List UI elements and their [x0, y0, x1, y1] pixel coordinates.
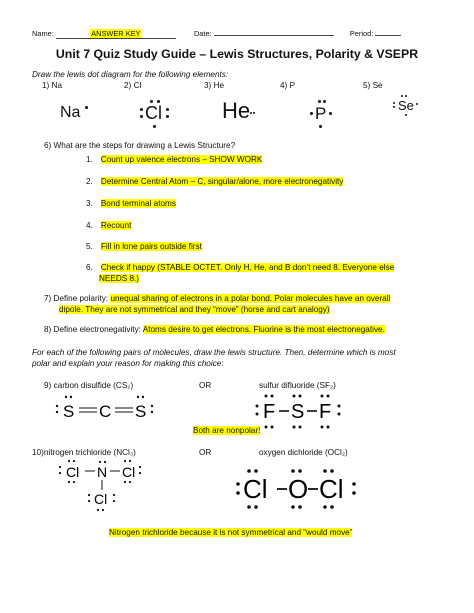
q7-answer-line1: unequal sharing of electrons in a polar bond. Polar molecules have an overall — [110, 294, 391, 303]
he-electron — [250, 112, 252, 114]
lewis-dot-se — [392, 96, 428, 132]
item-p-label: 4) P — [280, 81, 296, 90]
lewis-dot-na — [60, 100, 110, 136]
p-electron — [319, 125, 322, 128]
q6-question: 6) What are the steps for drawing a Lewis Structure? — [44, 141, 236, 150]
page-title: Unit 7 Quiz Study Guide – Lewis Structures, Polarity & VSEPR — [55, 47, 419, 61]
q7-answer-line2: dipole. They are not symmetrical and they “move” (horse and cart analogy) — [59, 305, 330, 314]
name-field — [56, 29, 176, 39]
p-symbol: P — [315, 104, 327, 123]
cl-electron — [153, 125, 156, 128]
q9-answer-text: Both are nonpolar! — [193, 426, 261, 435]
q6-step-1-text: Count up valence electrons – SHOW WORK — [100, 155, 263, 164]
sf2-atom-f-left: F — [263, 401, 276, 423]
ocl2-lewis-structure — [235, 466, 375, 512]
pairs-instruction-line1: For each of the following pairs of molecules, draw the lewis structure. Then, determine which is most — [32, 348, 396, 357]
na-electron — [85, 106, 88, 109]
cl-electron — [140, 115, 143, 118]
lewis-dot-cl — [140, 100, 180, 136]
header-row — [32, 29, 452, 39]
cl-symbol: Cl — [145, 103, 162, 123]
cs2-atom-c: C — [99, 402, 112, 421]
ncl3-atom-cl-bottom: Cl — [94, 491, 108, 507]
lewis-dot-he — [222, 98, 262, 134]
q9-right-label: sulfur difluoride (SF₂) — [259, 381, 336, 390]
q8-answer: Atoms desire to get electrons. Fluorine is the most electronegative. — [142, 325, 385, 334]
q6-step-2-text: Determine Central Atom – C, singular/alone, more electronegativity — [100, 177, 344, 186]
name-value: ANSWER KEY — [91, 29, 141, 38]
se-symbol: Se — [398, 98, 414, 113]
sf2-atom-s: S — [291, 401, 305, 423]
se-electron — [393, 106, 395, 108]
q6-step-6-text2: NEEDS 8.) — [99, 274, 140, 283]
q10-or: OR — [199, 448, 212, 457]
q10-answer-text: Nitrogen trichloride because it is not symmetrical and “would move” — [109, 528, 353, 537]
cl-electron — [166, 108, 169, 111]
cs2-lewis-structure — [55, 393, 195, 433]
he-electron — [253, 112, 255, 114]
q6-step-3: 3. Bond terminal atoms — [86, 199, 176, 208]
ocl2-atom-cl-left: Cl — [243, 474, 268, 504]
cs2-atom-s-right: S — [135, 402, 147, 421]
cl-electron — [150, 100, 153, 103]
ocl2-atom-o: O — [288, 474, 309, 504]
se-electron — [405, 95, 407, 97]
cl-electron — [157, 100, 160, 103]
period-field — [375, 35, 401, 36]
q8-label: 8) Define electronegativity: — [44, 325, 141, 334]
q10-right-label: oxygen dichloride (OCl₂) — [259, 448, 348, 457]
q10-left-label: 10)nitrogen trichloride (NCl₃) — [32, 448, 136, 457]
item-he-label: 3) He — [204, 81, 225, 90]
q6-step-6-line2 — [99, 274, 139, 283]
ocl2-atom-cl-right: Cl — [319, 474, 344, 504]
q9-or: OR — [199, 381, 212, 390]
q6-step-4: 4. Recount — [86, 221, 132, 230]
name-label: Name: — [32, 29, 54, 38]
sf2-lewis-structure — [253, 391, 363, 435]
p-electron — [329, 112, 332, 115]
ncl3-atom-cl-left: Cl — [66, 464, 80, 480]
se-electron — [416, 103, 418, 105]
p-electron — [310, 112, 313, 115]
q10-answer — [109, 528, 352, 537]
cl-electron — [166, 115, 169, 118]
ncl3-lewis-structure — [58, 458, 178, 520]
date-field — [214, 35, 334, 36]
na-symbol: Na — [60, 104, 81, 121]
q6-step-6-text: Check if happy (STABLE OCTET. Only H, He, and B don’t need 8. Everyone else — [100, 263, 395, 272]
q6-step-5: 5. Fill in lone pairs outside first — [86, 242, 202, 251]
q6-step-2: 2. Determine Central Atom – C, singular/alone, more electronegativity — [86, 177, 344, 186]
q6-step-4-text: Recount — [100, 221, 132, 230]
item-na-label: 1) Na — [42, 81, 63, 90]
q8 — [44, 325, 385, 334]
q9-left-label: 9) carbon disulfide (CS₂) — [44, 381, 134, 390]
cl-electron — [140, 108, 143, 111]
q9-answer — [193, 426, 260, 435]
q6-step-1: 1. Count up valence electrons – SHOW WORK — [86, 155, 263, 164]
lewis-dot-p — [309, 100, 339, 136]
q6-step-5-text: Fill in lone pairs outside first — [100, 242, 202, 251]
ncl3-atom-cl-right: Cl — [122, 464, 136, 480]
section1-instruction: Draw the lewis dot diagram for the following elements: — [32, 70, 229, 79]
se-electron — [393, 102, 395, 104]
p-electron — [323, 100, 326, 103]
date-label: Date: — [193, 29, 212, 38]
period-label: Period: — [349, 29, 374, 38]
q7-line2 — [59, 305, 330, 314]
q6-step-6: 6. Check if happy (STABLE OCTET. Only H, He, and B don’t need 8. Everyone else — [86, 263, 395, 272]
se-electron — [405, 114, 407, 116]
q7-label: 7) Define polarity: — [44, 294, 109, 303]
pairs-instruction-line2: polar and explain your reason for making this choice: — [32, 359, 224, 368]
ncl3-atom-n: N — [97, 464, 108, 480]
q6-step-3-text: Bond terminal atoms — [100, 199, 176, 208]
q7 — [44, 294, 390, 303]
item-cl-label: 2) Cl — [124, 81, 142, 90]
cs2-atom-s-left: S — [63, 402, 75, 421]
section1-items — [42, 81, 442, 93]
p-electron — [318, 100, 321, 103]
he-symbol: He — [222, 98, 251, 123]
sf2-atom-f-right: F — [319, 401, 332, 423]
item-se-label: 5) Se — [363, 81, 383, 90]
se-electron — [401, 95, 403, 97]
